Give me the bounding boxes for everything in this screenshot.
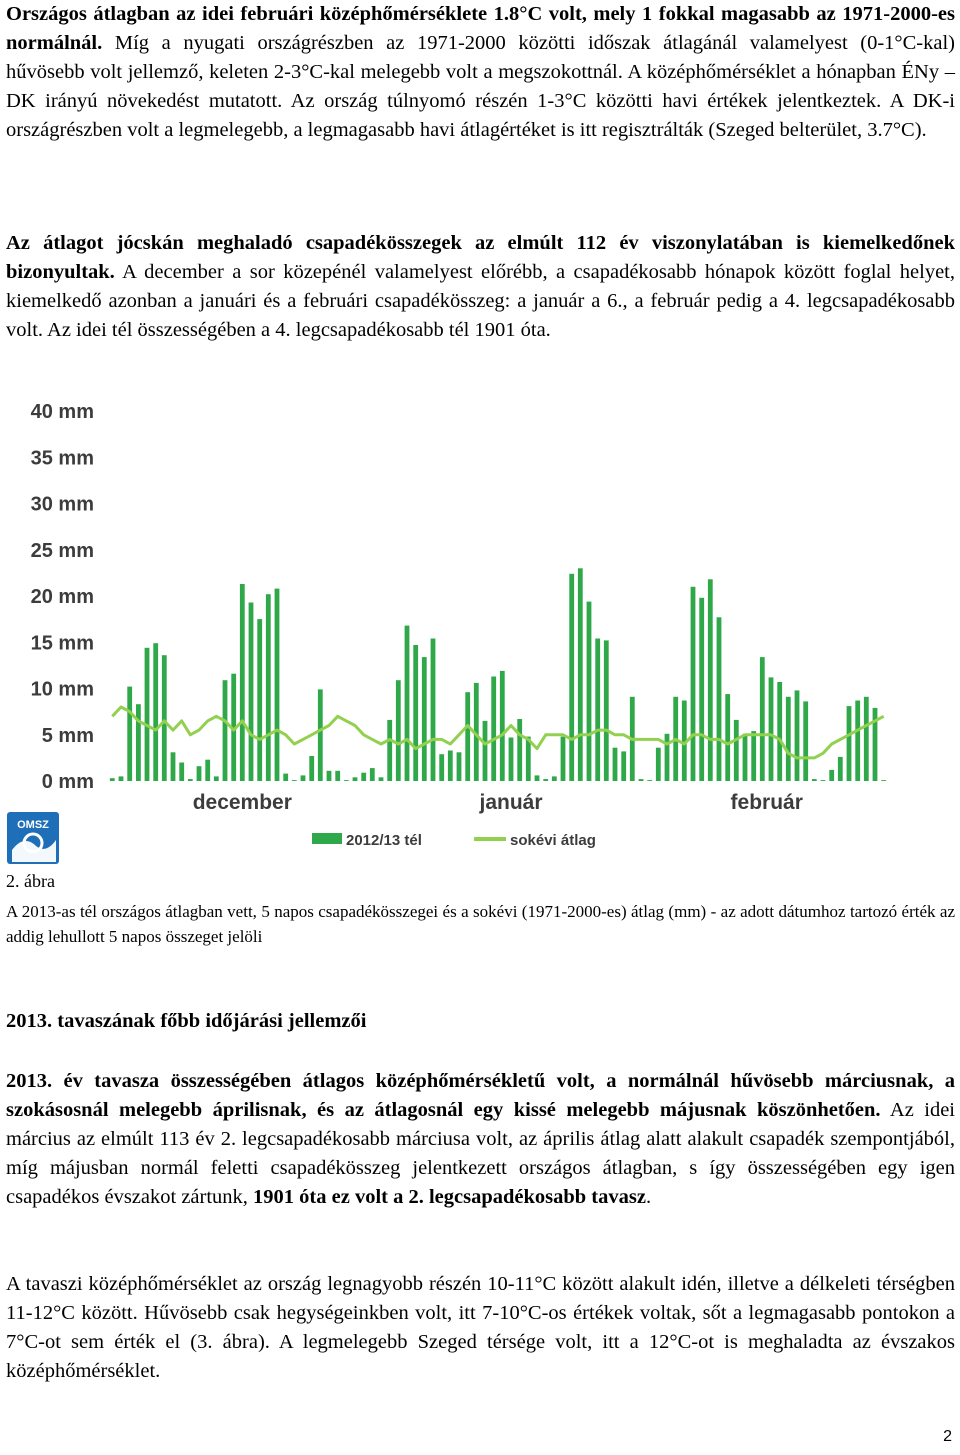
precipitation-chart	[0, 395, 960, 865]
bar	[777, 682, 782, 781]
bar	[561, 737, 566, 781]
bar	[266, 594, 271, 781]
y-tick-label: 10 mm	[30, 678, 94, 701]
bar	[786, 697, 791, 781]
bar	[621, 751, 626, 781]
bar	[405, 626, 410, 781]
bar	[171, 752, 176, 781]
paragraph-winter-precipitation	[6, 229, 955, 345]
bar	[301, 775, 306, 781]
bar	[509, 738, 514, 782]
figure-number: 2. ábra	[6, 871, 55, 891]
bar	[457, 752, 462, 781]
bar	[795, 690, 800, 781]
y-tick-label: 30 mm	[30, 493, 94, 516]
bar	[327, 771, 332, 781]
bar	[847, 706, 852, 781]
bar	[500, 671, 505, 781]
bar	[136, 704, 141, 781]
month-label: február	[730, 791, 803, 814]
month-labels	[193, 791, 803, 814]
paragraph-february-temperature	[6, 0, 955, 145]
legend-label-line: sokévi átlag	[510, 832, 596, 849]
bar-series	[110, 568, 886, 781]
bar	[153, 643, 158, 781]
bar	[448, 751, 453, 782]
paragraph-spring-temperature: A tavaszi középhőmérséklet az ország legnagyobb részén 10-11°C között alakult idén, illetve a délkeleti térségben 11-12°C között. Hűvösebb csak hegységeinkben volt, itt 7-10°C-os értékek voltak, sőt a legmagasabb pontokon a 7°C-ot sem érték el (3. ábra). A legmelegebb Szeged térsége volt, itt a 12°C-ot is meghaladta az évszakos középhőmérséklet.	[6, 1273, 955, 1382]
bar	[257, 619, 262, 781]
bar	[881, 780, 886, 781]
paragraph-body: A december a sor közepénél valamelyest előrébb, a csapadékosabb hónapok között foglal helyet, kiemelkedő azonban a januári és a februári csapadékösszeg: a január a 6., a február pedig a 4. legcsapadékosabb volt. Az idei tél összességében a 4. legcsapadékosabb tél 1901 óta.	[6, 261, 955, 341]
bar	[127, 687, 132, 781]
bar	[483, 721, 488, 781]
bar	[413, 645, 418, 781]
bar	[751, 731, 756, 781]
bar	[769, 677, 774, 781]
omsz-logo	[7, 812, 59, 864]
bar	[179, 763, 184, 782]
bar	[370, 768, 375, 781]
bar	[292, 780, 297, 781]
bar	[396, 680, 401, 781]
bar	[821, 780, 826, 781]
bar	[829, 770, 834, 781]
bar	[309, 756, 314, 781]
bar	[604, 640, 609, 781]
figure-caption: A 2013-as tél országos átlagban vett, 5 napos csapadékösszegei és a sokévi (1971-2000-es) átlag (mm) - az adott dátumhoz tartozó érték az addig lehullott 5 napos összeget jelöli	[6, 902, 955, 946]
month-label: január	[479, 791, 543, 814]
chart-legend	[312, 832, 596, 849]
y-tick-label: 20 mm	[30, 586, 94, 608]
paragraph-body: Az idei március az elmúlt 113 év 2. legcsapadékosabb márciusa volt, az április átlag alatt alakult csapadék szempontjából, míg májusban normál feletti csapadékösszeg jelentkezett országos átlagban, s így összességében egy igen csapadékos évszakot zártunk,	[6, 1099, 955, 1208]
bar	[353, 777, 358, 781]
paragraph-spring-summary	[6, 1067, 955, 1212]
bar	[760, 657, 765, 781]
paragraph-body: Míg a nyugati országrészben az 1971-2000 közötti időszak átlagánál valamelyest (0-1°C-kal) hűvösebb volt jellemző, keleten 2-3°C-kal melegebb volt a megszokottnál. A középhőmérséklet a hónapban ÉNy – DK irányú növekedést mutatott. Az ország túlnyomó részén 1-3°C közötti havi értékek jelentkeztek. A DK-i országrészben volt a legmelegebb, a legmagasabb havi átlagértéket is itt regisztrálták (Szeged belterület, 3.7°C).	[6, 32, 955, 141]
paragraph-lead-bold: Az átlagot jócskán meghaladó csapadékösszegek az elmúlt 112 év viszonylatában is kiemelkedőnek bizonyultak.	[6, 232, 955, 283]
bar	[691, 587, 696, 781]
paragraph-end: .	[645, 1186, 652, 1208]
logo-text: OMSZ	[17, 819, 49, 831]
bar	[439, 754, 444, 781]
bar	[283, 774, 288, 781]
average-line	[112, 707, 883, 758]
bar	[119, 776, 124, 781]
paragraph-emphasis: 1901 óta ez volt a 2. legcsapadékosabb tavasz	[253, 1186, 646, 1208]
bar	[240, 584, 245, 781]
y-tick-label: 15 mm	[30, 632, 94, 655]
bar	[422, 657, 427, 781]
y-tick-label: 40 mm	[30, 401, 94, 423]
bar	[214, 776, 219, 781]
bar	[361, 773, 366, 781]
bar	[543, 779, 548, 781]
bar	[491, 677, 496, 782]
bar	[145, 648, 150, 781]
bar	[855, 701, 860, 782]
bar	[344, 780, 349, 781]
y-axis-labels	[31, 401, 94, 793]
bar	[188, 779, 193, 781]
bar	[223, 680, 228, 781]
month-label: december	[192, 791, 292, 814]
page-number: 2	[943, 1428, 952, 1445]
bar	[734, 720, 739, 781]
bar	[578, 568, 583, 781]
y-tick-label: 0 mm	[41, 771, 94, 793]
bar	[708, 579, 713, 781]
bar	[431, 639, 436, 782]
bar	[569, 574, 574, 781]
bar	[803, 701, 808, 781]
bar	[379, 777, 384, 781]
section-heading: 2013. tavaszának főbb időjárási jellemzői	[6, 1010, 367, 1032]
bar	[864, 697, 869, 781]
bar	[535, 775, 540, 781]
bar	[699, 598, 704, 781]
bar	[725, 694, 730, 781]
bar	[197, 766, 202, 781]
paragraph-lead-bold: 2013. év tavasza összességében átlagos középhőmérsékletű volt, a normálnál hűvösebb márciusnak, a szokásosnál melegebb áprilisnak, és az átlagosnál egy kissé melegebb májusnak köszönhetően.	[6, 1070, 955, 1121]
bar	[318, 689, 323, 781]
bar	[639, 779, 644, 781]
bar	[517, 719, 522, 781]
bar	[387, 720, 392, 781]
bar	[275, 589, 280, 781]
bar	[647, 780, 652, 781]
bar	[812, 779, 817, 781]
legend-label-bars: 2012/13 tél	[346, 832, 422, 849]
y-tick-label: 5 mm	[41, 724, 94, 747]
bar	[717, 617, 722, 781]
bar	[249, 603, 254, 782]
bar	[110, 778, 115, 781]
y-tick-label: 35 mm	[30, 447, 94, 470]
y-tick-label: 25 mm	[30, 539, 94, 562]
bar	[595, 639, 600, 782]
bar	[587, 602, 592, 781]
bar	[665, 734, 670, 781]
bar	[465, 692, 470, 781]
legend-swatch-bars	[312, 833, 342, 844]
bar	[162, 655, 167, 781]
bar	[743, 734, 748, 781]
bar	[205, 760, 210, 781]
bar	[838, 757, 843, 781]
bar	[656, 748, 661, 781]
bar	[613, 748, 618, 781]
paragraph-lead-bold: Országos átlagban az idei februári középhőmérséklete 1.8°C volt, mely 1 fokkal magasabb az 1971-2000-es normálnál.	[6, 3, 955, 54]
bar	[552, 776, 557, 781]
bar	[335, 771, 340, 781]
